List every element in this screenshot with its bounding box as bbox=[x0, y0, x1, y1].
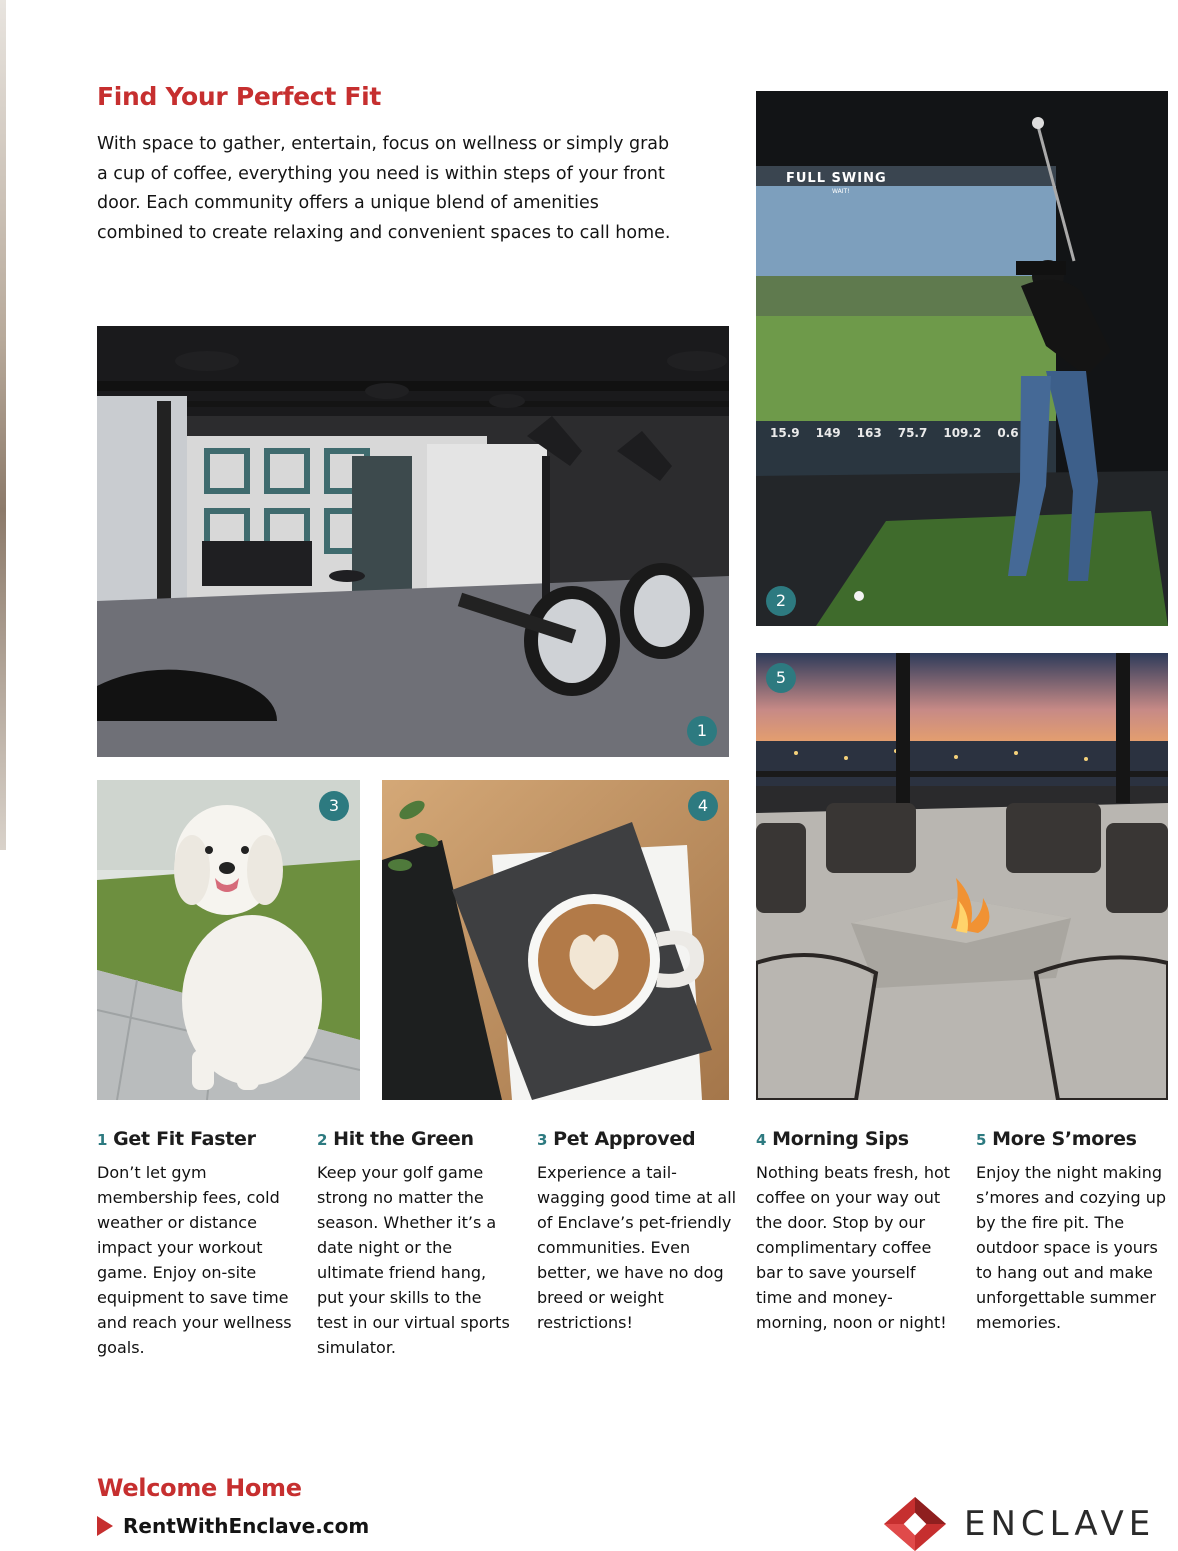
simulator-screen-logo: FULL SWING bbox=[786, 171, 887, 186]
amenity-description: Enjoy the night making s’mores and cozying up by the fire pit. The outdoor space is yours to hang out and make unforgettable summer memories. bbox=[976, 1163, 1167, 1332]
coffee-photo bbox=[382, 780, 729, 1100]
dog-photo bbox=[97, 780, 360, 1100]
enclave-logo-wordmark: ENCLAVE bbox=[964, 1504, 1156, 1544]
photo-number-badge: 3 bbox=[319, 791, 349, 821]
amenity-description: Keep your golf game strong no matter the season. Whether it’s a date night or the ultimate friend hang, put your skills to the test in our virtual sports simulator. bbox=[317, 1163, 510, 1357]
amenity-number: 1 bbox=[97, 1131, 108, 1149]
firepit-photo bbox=[756, 653, 1168, 1100]
golf-simulator-photo bbox=[756, 91, 1168, 626]
amenity-caption bbox=[756, 1128, 956, 1335]
stat-value: 149 bbox=[815, 426, 841, 440]
amenity-heading bbox=[97, 1128, 297, 1150]
amenity-title: Get Fit Faster bbox=[113, 1128, 256, 1150]
amenity-number: 5 bbox=[976, 1131, 987, 1149]
amenity-description: Don’t let gym membership fees, cold weather or distance impact your workout game. Enjoy on-site equipment to save time and reach your wellness goals. bbox=[97, 1163, 292, 1357]
amenity-title: Pet Approved bbox=[553, 1128, 696, 1150]
stat-value: 75.7 bbox=[897, 426, 928, 440]
play-arrow-icon bbox=[97, 1516, 113, 1536]
simulator-stats-row bbox=[770, 426, 1019, 440]
page-title: Find Your Perfect Fit bbox=[97, 82, 382, 111]
amenity-number: 4 bbox=[756, 1131, 767, 1149]
coffee-illustration bbox=[382, 780, 729, 1100]
enclave-logo-icon bbox=[884, 1497, 946, 1551]
amenity-number: 2 bbox=[317, 1131, 328, 1149]
amenity-number: 3 bbox=[537, 1131, 548, 1149]
photo-number-badge: 5 bbox=[766, 663, 796, 693]
stat-value: 0.6 bbox=[997, 426, 1019, 440]
website-link[interactable] bbox=[97, 1514, 369, 1538]
intro-paragraph: With space to gather, entertain, focus on wellness or simply grab a cup of coffee, everything you need is within steps of your front door. Each community offers a unique blend of amenities combined to create relaxing and convenient spaces to call home. bbox=[97, 134, 671, 243]
stat-value: 109.2 bbox=[943, 426, 982, 440]
amenity-heading bbox=[317, 1128, 517, 1150]
amenity-heading bbox=[537, 1128, 737, 1150]
amenity-caption bbox=[976, 1128, 1176, 1335]
amenity-heading bbox=[756, 1128, 956, 1150]
adjacent-page-edge bbox=[0, 0, 6, 850]
amenity-title: Morning Sips bbox=[772, 1128, 909, 1150]
amenity-description: Nothing beats fresh, hot coffee on your way out the door. Stop by our complimentary coffee bar to save yourself time and money- morning, noon or night! bbox=[756, 1163, 951, 1332]
amenity-caption bbox=[537, 1128, 737, 1335]
gym-photo bbox=[97, 326, 729, 757]
welcome-heading: Welcome Home bbox=[97, 1474, 302, 1502]
amenity-caption bbox=[97, 1128, 297, 1360]
amenity-title: Hit the Green bbox=[333, 1128, 474, 1150]
amenity-description: Experience a tail-wagging good time at all of Enclave’s pet-friendly communities. Even better, we have no dog breed or weight restrictions! bbox=[537, 1163, 737, 1332]
photo-number-badge: 2 bbox=[766, 586, 796, 616]
website-url: RentWithEnclave.com bbox=[123, 1514, 370, 1538]
simulator-screen-sub: WAIT! bbox=[832, 188, 850, 195]
enclave-logo bbox=[884, 1497, 1155, 1551]
firepit-illustration bbox=[756, 653, 1168, 1100]
amenity-title: More S’mores bbox=[992, 1128, 1137, 1150]
stat-value: 15.9 bbox=[770, 426, 800, 440]
amenity-heading bbox=[976, 1128, 1176, 1150]
gym-illustration bbox=[97, 326, 729, 757]
photo-number-badge: 4 bbox=[688, 791, 718, 821]
dog-illustration bbox=[97, 780, 360, 1100]
photo-number-badge: 1 bbox=[687, 716, 717, 746]
amenity-caption bbox=[317, 1128, 517, 1360]
stat-value: 163 bbox=[856, 426, 882, 440]
